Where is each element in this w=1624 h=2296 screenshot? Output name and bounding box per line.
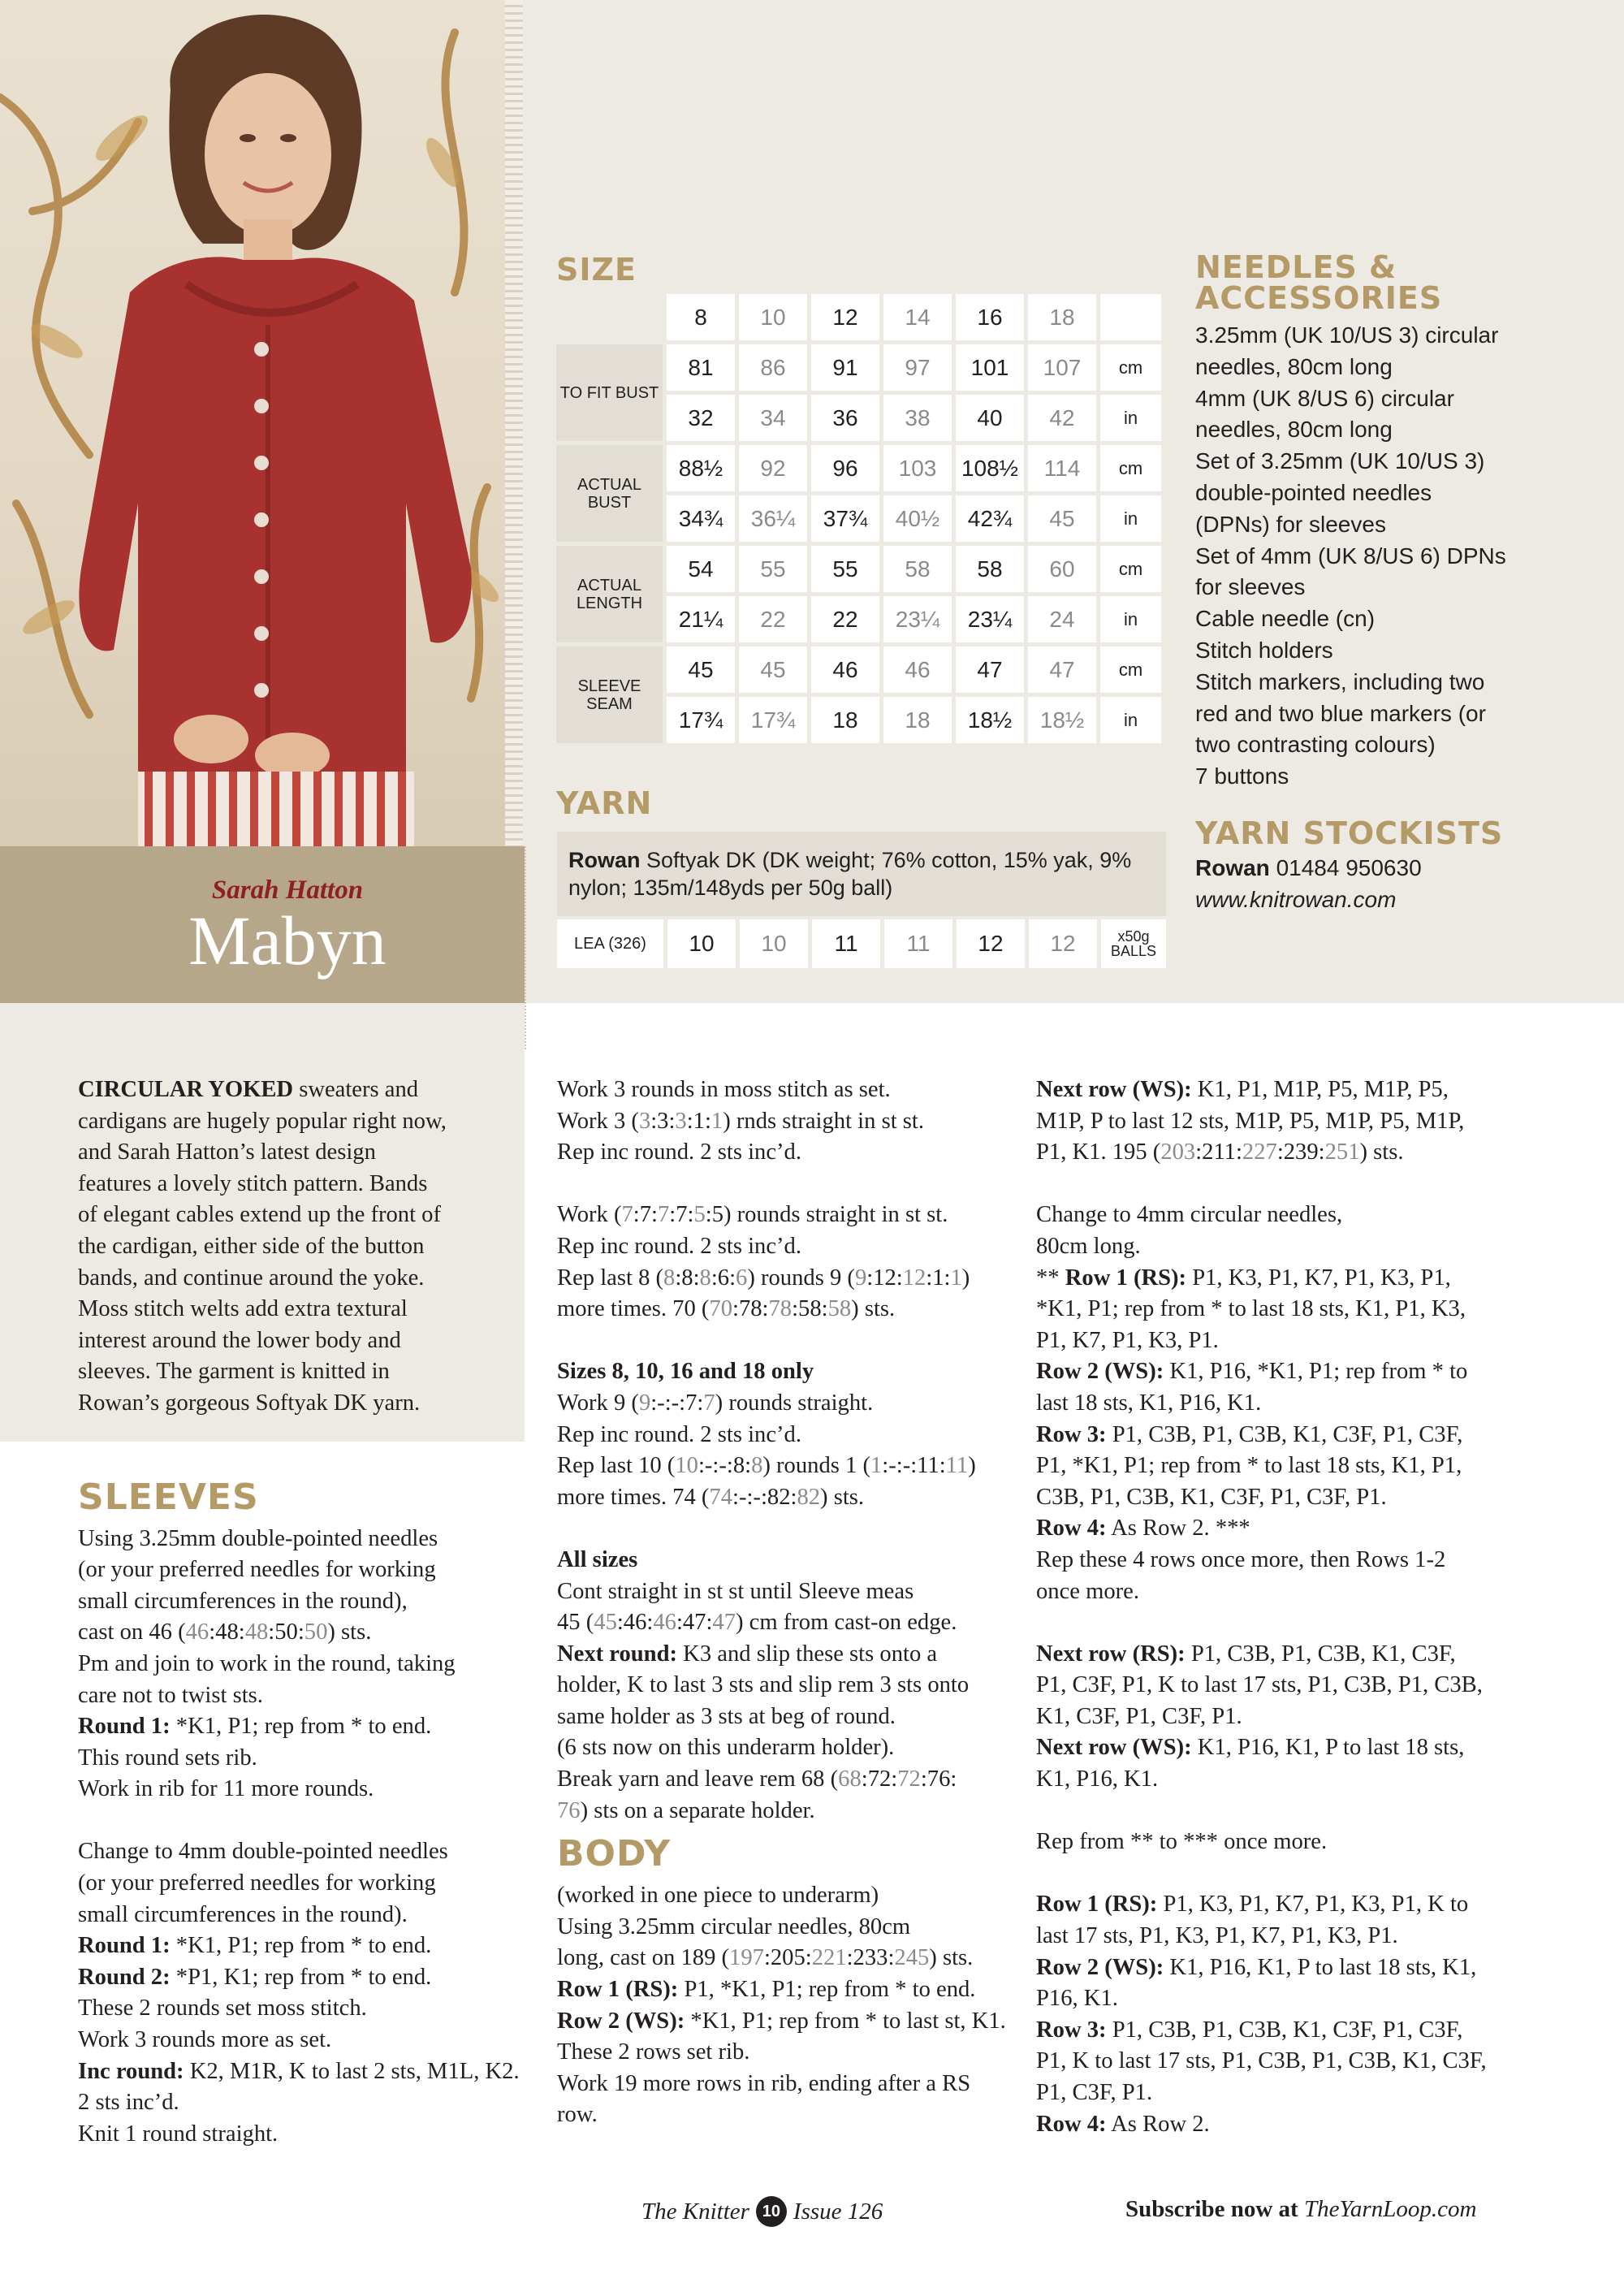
- unit-cell: cm: [1100, 445, 1165, 495]
- yarn-description-cont: nylon; 135m/148yds per 50g ball): [568, 876, 893, 900]
- pattern-line: same holder as 3 sts at beg of round.: [557, 1703, 896, 1729]
- issue-number: Issue 126: [793, 2198, 883, 2225]
- list-item: two contrasting colours): [1195, 732, 1436, 758]
- pattern-line: Cont straight in st st until Sleeve meas: [557, 1578, 914, 1604]
- size-heading: SIZE: [556, 252, 637, 288]
- column-2: [557, 1074, 1006, 2131]
- list-item: needles, 80cm long: [1195, 353, 1393, 379]
- pattern-line: (6 sts now on this underarm holder).: [557, 1735, 895, 1761]
- column-3: [1036, 1074, 1487, 2140]
- pattern-line: Work 9 (9:-:-:7:7) rounds straight.: [557, 1390, 874, 1416]
- table-cell: 21¼: [667, 596, 739, 646]
- pattern-line: Round 2: *P1, K1; rep from * to end.: [78, 1964, 432, 1990]
- table-cell: 22: [739, 596, 811, 646]
- list-item: Set of 3.25mm (UK 10/US 3): [1195, 448, 1485, 474]
- list-item: Stitch markers, including two: [1195, 668, 1485, 694]
- intro-lead: CIRCULAR YOKED: [78, 1077, 294, 1102]
- table-cell: 96: [811, 445, 883, 495]
- table-cell: 37¾: [811, 495, 883, 546]
- yarn-description: Softyak DK (DK weight; 76% cotton, 15% yak, 9%: [646, 848, 1132, 872]
- pattern-line: *K1, P1; rep from * to last 18 sts, K1, P1, K3,: [1036, 1296, 1466, 1322]
- pattern-line: Row 4: As Row 2. ***: [1036, 1516, 1250, 1541]
- pattern-line: Rep inc round. 2 sts inc’d.: [557, 1233, 801, 1259]
- pattern-line: Rep last 8 (8:8:8:6:6) rounds 9 (9:12:12:1:1): [557, 1265, 970, 1291]
- table-cell: 45: [667, 646, 739, 697]
- table-cell: 23¼: [956, 596, 1028, 646]
- list-item: Set of 4mm (UK 8/US 6) DPNs: [1195, 543, 1506, 569]
- table-cell: 18: [811, 697, 883, 747]
- pattern-line: more times. 74 (74:-:-:82:82) sts.: [557, 1484, 865, 1510]
- list-item: double-pointed needles: [1195, 479, 1432, 505]
- pattern-line: 80cm long.: [1036, 1233, 1141, 1259]
- yarn-brand: Rowan: [568, 848, 641, 872]
- pattern-line: Change to 4mm double-pointed needles: [78, 1839, 448, 1865]
- table-cell: 91: [811, 344, 883, 395]
- pattern-line: P16, K1.: [1036, 1986, 1118, 2012]
- intro-text: [78, 1074, 520, 1106]
- balls-cell: 12: [1029, 919, 1097, 968]
- needles-heading-line: ACCESSORIES: [1195, 280, 1443, 316]
- stitch-border: [525, 846, 534, 1049]
- intro-line: sweaters and: [293, 1077, 419, 1102]
- intro-line: the cardigan, either side of the button: [78, 1233, 425, 1259]
- table-cell: 47: [956, 646, 1028, 697]
- table-cell: 47: [1028, 646, 1100, 697]
- intro-line: cardigans are hugely popular right now,: [78, 1108, 447, 1134]
- yarn-description-box: [557, 832, 1166, 916]
- table-cell: 86: [739, 344, 811, 395]
- table-cell: 34: [739, 395, 811, 445]
- pattern-line: K1, C3F, P1, C3F, P1.: [1036, 1703, 1242, 1729]
- row-label: SLEEVE SEAM: [556, 646, 667, 747]
- column-1: [78, 1074, 520, 2150]
- pattern-line: Row 2 (WS): K1, P16, K1, P to last 18 sts, K1,: [1036, 1954, 1477, 1980]
- pattern-line: Next round: K3 and slip these sts onto a: [557, 1641, 938, 1667]
- subscribe-link[interactable]: TheYarnLoop.com: [1303, 2196, 1477, 2222]
- stockists-info: [1195, 853, 1536, 916]
- table-row: [556, 445, 1165, 495]
- pattern-line: (or your preferred needles for working: [78, 1870, 436, 1896]
- table-cell: 32: [667, 395, 739, 445]
- table-row: [556, 546, 1165, 596]
- table-cell: 46: [883, 646, 956, 697]
- table-cell: 18½: [956, 697, 1028, 747]
- table-cell: 97: [883, 344, 956, 395]
- list-item: for sleeves: [1195, 574, 1306, 600]
- list-item: 3.25mm (UK 10/US 3) circular: [1195, 322, 1499, 348]
- table-cell: 114: [1028, 445, 1100, 495]
- table-cell: 22: [811, 596, 883, 646]
- size-header-cell: 16: [956, 294, 1028, 344]
- intro-line: interest around the lower body and: [78, 1327, 401, 1353]
- table-cell: 55: [811, 546, 883, 596]
- pattern-line: Row 1 (RS): P1, *K1, P1; rep from * to end.: [557, 1977, 976, 2003]
- pattern-line: Using 3.25mm double-pointed needles: [78, 1525, 438, 1551]
- table-cell: 103: [883, 445, 956, 495]
- unit-cell: in: [1100, 596, 1165, 646]
- intro-line: Rowan’s gorgeous Softyak DK yarn.: [78, 1390, 421, 1416]
- list-item: Stitch holders: [1195, 637, 1333, 663]
- table-cell: 18: [883, 697, 956, 747]
- pattern-line: Round 1: *K1, P1; rep from * to end.: [78, 1933, 432, 1959]
- intro-line: bands, and continue around the yoke.: [78, 1265, 425, 1291]
- pattern-line: long, cast on 189 (197:205:221:233:245) sts.: [557, 1945, 974, 1971]
- table-cell: 18½: [1028, 697, 1100, 747]
- pattern-line: Work 19 more rows in rib, ending after a RS: [557, 2070, 971, 2096]
- table-cell: 81: [667, 344, 739, 395]
- pattern-line: P1, C3F, P1.: [1036, 2080, 1153, 2105]
- pattern-line: Work in rib for 11 more rounds.: [78, 1776, 374, 1802]
- table-cell: 45: [1028, 495, 1100, 546]
- intro-line: features a lovely stitch pattern. Bands: [78, 1170, 428, 1196]
- pattern-line: ** Row 1 (RS): P1, K3, P1, K7, P1, K3, P1,: [1036, 1265, 1451, 1291]
- needles-list: [1195, 320, 1536, 793]
- stockist-brand: Rowan: [1195, 855, 1270, 880]
- pattern-line: K1, P16, K1.: [1036, 1766, 1159, 1792]
- pattern-line: P1, K7, P1, K3, P1.: [1036, 1327, 1219, 1353]
- balls-cell: 10: [667, 919, 736, 968]
- table-cell: 40½: [883, 495, 956, 546]
- balls-cell: 11: [812, 919, 880, 968]
- table-cell: 45: [739, 646, 811, 697]
- model-photo: [0, 0, 505, 846]
- size-header-cell: 8: [667, 294, 739, 344]
- unit-cell: cm: [1100, 344, 1165, 395]
- pattern-line: Row 3: P1, C3B, P1, C3B, K1, C3F, P1, C3F,: [1036, 1421, 1463, 1447]
- pattern-line: M1P, P to last 12 sts, M1P, P5, M1P, P5, M1P,: [1036, 1108, 1465, 1134]
- pattern-line: Rep inc round. 2 sts inc’d.: [557, 1421, 801, 1447]
- table-cell: 36: [811, 395, 883, 445]
- table-cell: 23¼: [883, 596, 956, 646]
- size-header-blank: [556, 294, 667, 344]
- needles-heading-line: NEEDLES &: [1195, 249, 1397, 285]
- yarn-heading: YARN: [556, 785, 653, 821]
- pattern-line: P1, K1. 195 (203:211:227:239:251) sts.: [1036, 1139, 1404, 1165]
- table-cell: 38: [883, 395, 956, 445]
- pattern-line: All sizes: [557, 1546, 638, 1572]
- row-label: ACTUAL BUST: [556, 445, 667, 546]
- balls-cell: 11: [884, 919, 952, 968]
- pattern-line: small circumferences in the round),: [78, 1588, 408, 1614]
- size-header-cell: 12: [811, 294, 883, 344]
- intro-line: of elegant cables extend up the front of: [78, 1202, 442, 1228]
- stockist-phone: 01484 950630: [1276, 855, 1422, 880]
- table-cell: 92: [739, 445, 811, 495]
- table-row: [556, 646, 1165, 697]
- size-header-cell: 18: [1028, 294, 1100, 344]
- table-row: [556, 344, 1165, 395]
- table-cell: 36¼: [739, 495, 811, 546]
- yarn-quantity-row: [557, 919, 1170, 968]
- footer-subscribe: [1125, 2196, 1476, 2223]
- pattern-line: Row 4: As Row 2.: [1036, 2111, 1210, 2137]
- pattern-line: holder, K to last 3 sts and slip rem 3 sts onto: [557, 1672, 970, 1698]
- balls-cell: 10: [740, 919, 808, 968]
- pattern-line: Row 3: P1, C3B, P1, C3B, K1, C3F, P1, C3F,: [1036, 2017, 1463, 2043]
- pattern-line: These 2 rounds set moss stitch.: [78, 1995, 367, 2021]
- model-photo-illustration: [0, 0, 505, 846]
- stockist-website-link[interactable]: www.knitrowan.com: [1195, 886, 1397, 912]
- pattern-line: care not to twist sts.: [78, 1682, 263, 1708]
- footer-magazine: [641, 2196, 883, 2227]
- pattern-line: Rep these 4 rows once more, then Rows 1-2: [1036, 1546, 1446, 1572]
- intro-line: sleeves. The garment is knitted in: [78, 1359, 390, 1385]
- intro-line: and Sarah Hatton’s latest design: [78, 1139, 376, 1165]
- magazine-name: The Knitter: [641, 2198, 749, 2225]
- table-cell: 55: [739, 546, 811, 596]
- unit-cell: in: [1100, 697, 1165, 747]
- pattern-line: Rep inc round. 2 sts inc’d.: [557, 1139, 801, 1165]
- table-cell: 58: [956, 546, 1028, 596]
- pattern-line: C3B, P1, C3B, K1, C3F, P1, C3F, P1.: [1036, 1484, 1387, 1510]
- pattern-line: last 17 sts, P1, K3, P1, K7, P1, K3, P1.: [1036, 1923, 1398, 1949]
- table-cell: 40: [956, 395, 1028, 445]
- intro-line: Moss stitch welts add extra textural: [78, 1296, 408, 1322]
- unit-cell: cm: [1100, 646, 1165, 697]
- balls-unit: [1101, 919, 1166, 968]
- size-table: [556, 294, 1165, 747]
- table-cell: 42¾: [956, 495, 1028, 546]
- list-item: red and two blue markers (or: [1195, 700, 1486, 726]
- pattern-line: Next row (WS): K1, P16, K1, P to last 18 sts,: [1036, 1735, 1465, 1761]
- needles-heading: [1195, 249, 1443, 316]
- pattern-line: Work 3 rounds in moss stitch as set.: [557, 1077, 891, 1102]
- pattern-line: Sizes 8, 10, 16 and 18 only: [557, 1359, 814, 1385]
- unit-cell: in: [1100, 395, 1165, 445]
- size-header-unit-blank: [1100, 294, 1165, 344]
- pattern-line: Change to 4mm circular needles,: [1036, 1202, 1343, 1228]
- pattern-line: 45 (45:46:46:47:47) cm from cast-on edge.: [557, 1610, 957, 1636]
- table-cell: 46: [811, 646, 883, 697]
- balls-unit-line: x50g: [1117, 928, 1150, 945]
- size-header-cell: 10: [739, 294, 811, 344]
- pattern-line: Work 3 (3:3:3:1:1) rnds straight in st st.: [557, 1108, 925, 1134]
- sleeves-heading: SLEEVES: [78, 1476, 259, 1518]
- yarn-shade: LEA (326): [557, 919, 663, 968]
- pattern-line: Rep from ** to *** once more.: [1036, 1829, 1328, 1855]
- table-cell: 88½: [667, 445, 739, 495]
- table-cell: 101: [956, 344, 1028, 395]
- pattern-line: Work 3 rounds more as set.: [78, 2027, 332, 2053]
- body-heading: BODY: [557, 1833, 672, 1875]
- pattern-line: Break yarn and leave rem 68 (68:72:72:76:: [557, 1766, 957, 1792]
- pattern-line: (or your preferred needles for working: [78, 1557, 436, 1583]
- unit-cell: cm: [1100, 546, 1165, 596]
- pattern-line: Row 1 (RS): P1, K3, P1, K7, P1, K3, P1, K to: [1036, 1892, 1469, 1918]
- list-item: Cable needle (cn): [1195, 606, 1376, 632]
- table-cell: 58: [883, 546, 956, 596]
- pattern-line: Using 3.25mm circular needles, 80cm: [557, 1913, 911, 1939]
- table-cell: 60: [1028, 546, 1100, 596]
- pattern-line: This round sets rib.: [78, 1745, 257, 1771]
- size-header-cell: 14: [883, 294, 956, 344]
- list-item: needles, 80cm long: [1195, 417, 1393, 443]
- pattern-title: Mabyn: [188, 902, 387, 979]
- pattern-line: Row 2 (WS): K1, P16, *K1, P1; rep from * to: [1036, 1359, 1468, 1385]
- pattern-line: These 2 rows set rib.: [557, 2039, 750, 2065]
- pattern-line: (worked in one piece to underarm): [557, 1883, 879, 1909]
- pattern-line: 76) sts on a separate holder.: [557, 1797, 815, 1823]
- row-label: ACTUAL LENGTH: [556, 546, 667, 646]
- pattern-line: Round 1: *K1, P1; rep from * to end.: [78, 1714, 432, 1740]
- pattern-line: last 18 sts, K1, P16, K1.: [1036, 1390, 1262, 1416]
- subscribe-text: Subscribe now at: [1125, 2196, 1298, 2222]
- pattern-line: Work (7:7:7:7:5:5) rounds straight in st st.: [557, 1202, 948, 1228]
- pattern-line: cast on 46 (46:48:48:50:50) sts.: [78, 1619, 372, 1645]
- photo-edge-ribbon: [505, 0, 523, 846]
- pattern-line: small circumferences in the round).: [78, 1901, 408, 1927]
- pattern-line: P1, K to last 17 sts, P1, C3B, P1, C3B, K1, C3F,: [1036, 2048, 1487, 2074]
- size-header-row: [556, 294, 1165, 344]
- pattern-line: row.: [557, 2102, 598, 2128]
- pattern-line: Rep last 10 (10:-:-:8:8) rounds 1 (1:-:-:11:11): [557, 1453, 976, 1479]
- pattern-line: Next row (WS): K1, P1, M1P, P5, M1P, P5,: [1036, 1077, 1449, 1102]
- pattern-line: more times. 70 (70:78:78:58:58) sts.: [557, 1296, 896, 1322]
- stockists-heading: YARN STOCKISTS: [1195, 815, 1504, 851]
- list-item: 4mm (UK 8/US 6) circular: [1195, 385, 1454, 411]
- page-number: 10: [756, 2196, 787, 2227]
- pattern-line: Row 2 (WS): *K1, P1; rep from * to last st, K1.: [557, 2008, 1006, 2034]
- table-cell: 24: [1028, 596, 1100, 646]
- unit-cell: in: [1100, 495, 1165, 546]
- pattern-line: Knit 1 round straight.: [78, 2121, 279, 2147]
- table-cell: 108½: [956, 445, 1028, 495]
- pattern-line: P1, *K1, P1; rep from * to last 18 sts, K1, P1,: [1036, 1453, 1462, 1479]
- pattern-line: P1, C3F, P1, K to last 17 sts, P1, C3B, P1, C3B,: [1036, 1672, 1483, 1698]
- balls-cell: 12: [957, 919, 1025, 968]
- table-cell: 17¾: [739, 697, 811, 747]
- table-cell: 54: [667, 546, 739, 596]
- row-label: TO FIT BUST: [556, 344, 667, 445]
- balls-unit-line: BALLS: [1110, 943, 1157, 959]
- table-cell: 42: [1028, 395, 1100, 445]
- pattern-line: 2 sts inc’d.: [78, 2090, 179, 2116]
- pattern-line: Pm and join to work in the round, taking: [78, 1650, 456, 1676]
- table-cell: 34¾: [667, 495, 739, 546]
- list-item: (DPNs) for sleeves: [1195, 511, 1386, 537]
- list-item: 7 buttons: [1195, 763, 1289, 789]
- pattern-line: Inc round: K2, M1R, K to last 2 sts, M1L, K2.: [78, 2058, 520, 2084]
- table-cell: 17¾: [667, 697, 739, 747]
- pattern-line: Next row (RS): P1, C3B, P1, C3B, K1, C3F,: [1036, 1641, 1456, 1667]
- pattern-line: once more.: [1036, 1578, 1140, 1604]
- designer-name: Sarah Hatton: [211, 876, 364, 905]
- table-cell: 107: [1028, 344, 1100, 395]
